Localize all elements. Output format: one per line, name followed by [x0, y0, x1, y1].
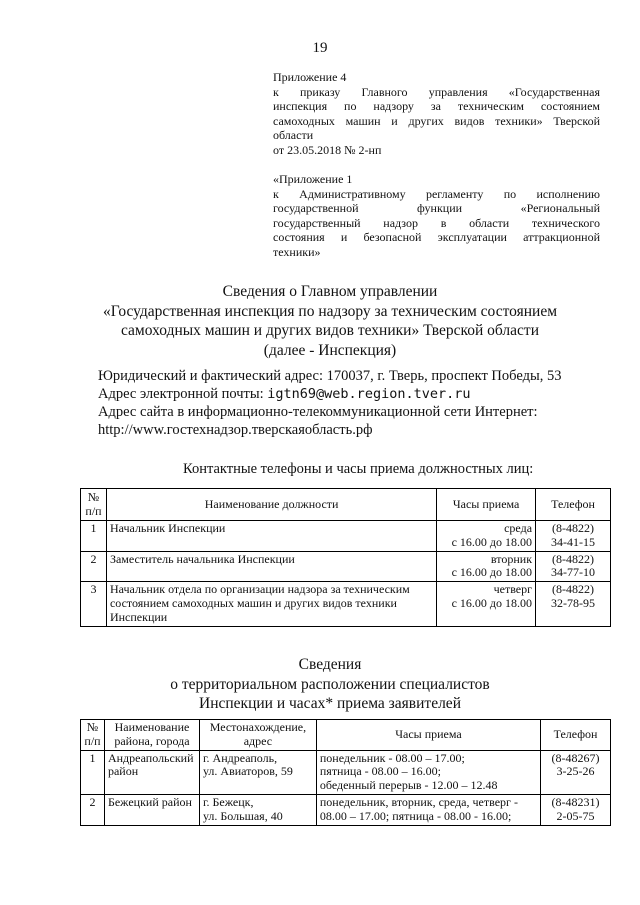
appendix-1-line: к Административному регламенту по исполнению: [273, 186, 600, 201]
position-cell: Заместитель начальника Инспекции: [106, 551, 436, 582]
table-row: [81, 794, 611, 825]
legal-address: Юридический и фактический адрес: 170037, г. Тверь, проспект Победы, 53: [98, 368, 562, 384]
heading-line: самоходных машин и других видов техники» Тверской области: [120, 322, 539, 339]
appendix-4-date: от 23.05.2018 № 2-нп: [273, 142, 382, 157]
hours-cell: понедельник - 08.00 – 17.00; пятница - 08.00 – 16.00; обеденный перерыв - 12.00 – 12.48: [316, 750, 540, 794]
page-number: 19: [312, 40, 328, 56]
row-number: 1: [81, 750, 105, 794]
table-row: [81, 582, 611, 626]
heading-line: Сведения: [298, 656, 362, 673]
appendix-1-line: состояния и безопасной эксплуатации аттракционной: [273, 230, 600, 245]
officials-table: [80, 488, 611, 627]
phone-cell: (8-48231) 2-05-75: [541, 794, 611, 825]
main-heading: [60, 282, 600, 360]
district-cell: Бежецкий район: [104, 794, 199, 825]
site-label: Адрес сайта в информационно-телекоммуникационной сети Интернет:: [98, 404, 538, 420]
hours-cell: понедельник, вторник, среда, четверг - 08.00 – 17.00; пятница - 08.00 - 16.00;: [316, 794, 540, 825]
header-cell: Наименование района, города: [104, 720, 199, 751]
district-cell: Андреапольский район: [104, 750, 199, 794]
heading-line: «Государственная инспекция по надзору за техническим состоянием: [102, 302, 558, 320]
header-cell: Наименование должности: [106, 489, 436, 521]
row-number: 3: [81, 582, 107, 626]
appendix-1-block: [273, 172, 600, 260]
appendix-4-block: [273, 70, 600, 158]
territorial-table: [80, 719, 611, 826]
phone-cell: (8-4822) 32-78-95: [536, 582, 611, 626]
site-link[interactable]: http://www.гостехнадзор.тверскаяобласть.рф: [98, 422, 373, 438]
phone-cell: (8-4822) 34-41-15: [536, 521, 611, 552]
table1-caption: Контактные телефоны и часы приема должностных лиц:: [183, 461, 534, 477]
heading-line: (далее - Инспекция): [263, 341, 397, 359]
header-cell: Телефон: [536, 489, 611, 521]
appendix-4-line: к приказу Главного управления «Государственная: [273, 84, 600, 99]
hours-cell: четверг с 16.00 до 18.00: [437, 582, 536, 626]
appendix-4-line: инспекция по надзору за техническим состоянием: [273, 99, 600, 114]
email-link[interactable]: igtn69@web.region.tver.ru: [267, 386, 471, 402]
position-cell: Начальник Инспекции: [106, 521, 436, 552]
header-cell: Часы приема: [316, 720, 540, 751]
appendix-4-title: Приложение 4: [273, 70, 347, 84]
email-label: Адрес электронной почты:: [98, 386, 268, 402]
heading-line: о территориальном расположении специалистов: [170, 675, 490, 693]
appendix-1-title: «Приложение 1: [273, 172, 353, 186]
address-cell: г. Андреаполь, ул. Авиаторов, 59: [199, 750, 316, 794]
table-header-row: [81, 720, 611, 751]
table-row: [81, 551, 611, 582]
appendix-1-line: государственной функции «Региональный: [273, 201, 600, 216]
row-number: 1: [81, 521, 107, 552]
hours-cell: вторник с 16.00 до 18.00: [437, 551, 536, 582]
table-header-row: [81, 489, 611, 521]
heading-line: Сведения о Главном управлении: [222, 283, 438, 300]
header-cell: № п/п: [81, 720, 105, 751]
hours-cell: среда с 16.00 до 18.00: [437, 521, 536, 552]
phone-cell: (8-4822) 34-77-10: [536, 551, 611, 582]
heading-line: Инспекции и часах* приема заявителей: [199, 695, 461, 712]
header-cell: Телефон: [541, 720, 611, 751]
header-cell: Местонахождение, адрес: [199, 720, 316, 751]
email-row: [98, 385, 618, 403]
table-row: [81, 750, 611, 794]
row-number: 2: [81, 794, 105, 825]
phone-cell: (8-48267) 3-25-26: [541, 750, 611, 794]
header-cell: Часы приема: [437, 489, 536, 521]
position-cell: Начальник отдела по организации надзора за техническим состоянием самоходных машин и других видов техники Инспекции: [106, 582, 436, 626]
appendix-1-line: техники»: [273, 244, 321, 259]
appendix-4-line: области: [273, 128, 314, 143]
appendix-4-line: самоходных машин и других видов техники» Тверской: [273, 113, 600, 128]
territorial-heading: [60, 655, 600, 714]
address-cell: г. Бежецк, ул. Большая, 40: [199, 794, 316, 825]
contacts-block: [98, 367, 618, 439]
row-number: 2: [81, 551, 107, 582]
table-row: [81, 521, 611, 552]
appendix-1-line: государственный надзор в области технического: [273, 215, 600, 230]
header-cell: № п/п: [81, 489, 107, 521]
